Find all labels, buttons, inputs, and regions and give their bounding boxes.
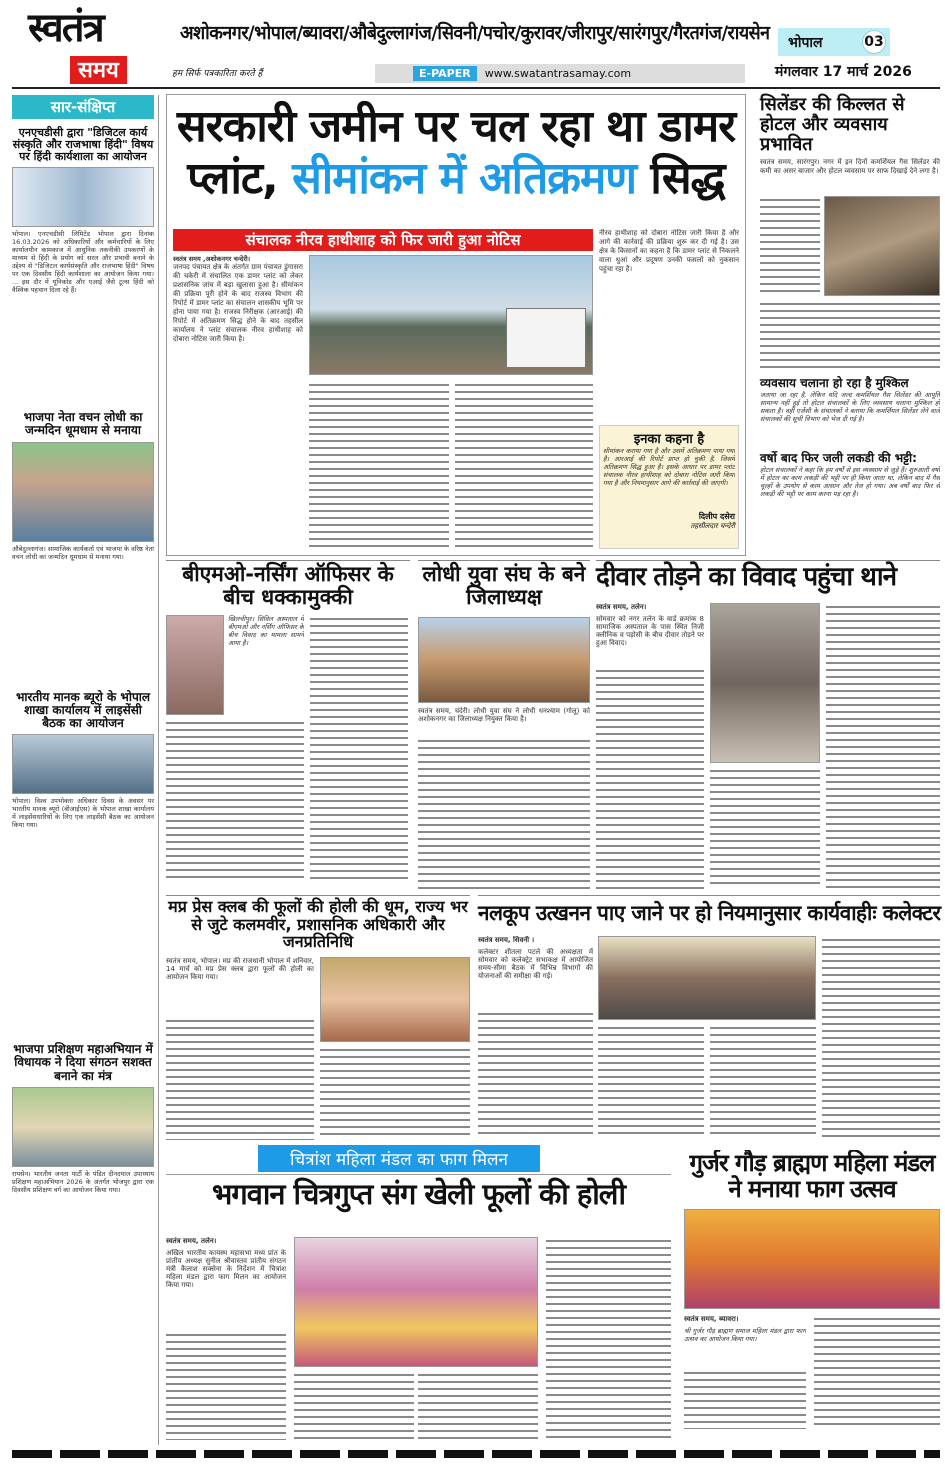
lodhi-body (418, 737, 590, 890)
headline-part: सिद्ध (650, 153, 725, 204)
meeting-photo (598, 936, 816, 1020)
birthday-photo (12, 442, 154, 542)
tubewell-dateline: स्वतंत्र समय, सिवनी । (478, 936, 535, 944)
chitransh-headline: भगवान चित्रगुप्त संग खेली फूलों की होली (212, 1177, 625, 1211)
quote-designation: तहसीलदार चन्देरी (690, 522, 735, 530)
wall-body-2 (710, 767, 820, 889)
tubewell-lead: कलेक्टर शीतला पटले की अध्यक्षता में सोमवार को कलेक्ट्रेट सभाकक्ष में आयोजित समय-सीमा बैठक में विभिन्न विभागों की योजनाओं की समीक्षा की गई। (478, 948, 593, 980)
article-bmo (166, 560, 410, 890)
bjp-training-photo (12, 1087, 154, 1167)
edition-badge (778, 28, 890, 56)
issue-date: मंगलवार 17 मार्च 2026 (775, 64, 912, 80)
edition-name: भोपाल (788, 34, 823, 51)
chitransh-body-3 (418, 1371, 538, 1440)
gurjar-dateline: स्वतंत्र समय, ब्यावरा। (684, 1314, 739, 1323)
logo-samay: समय (70, 56, 127, 84)
chitransh-photo (294, 1237, 538, 1367)
right-sub2-text: होटल संचालकों ने कहा कि हम वर्षों से इस व्यवसाय से जुड़े हैं। शुरुआती वर्षों में होटल का काम लकड़ी की भट्टी पर ही किया जाता था, लेकिन बाद में गैस चूल्हों के उपयोग से काम आसान और तेज हो गया। अब वर्षों बाद फिर से लकड़ी की भट्टी पर काम करना पड़ रहा है। (760, 466, 940, 499)
edition-cities: अशोकनगर/भोपाल/ब्यावरा/औबेदुल्लागंज/सिवनी/पचोर/कुरावर/जीरापुर/सारंगपुर/गैरतगंज/रायसेन (180, 22, 770, 44)
right-sub1-text: जताया जा रहा है, लेकिन यदि जल्द कमर्शियल गैस सिलेंडर की आपूर्ति सामान्य नहीं हुई तो होटल संचालकों के लिए व्यवसाय चलाना मुश्किल हो सकता है। वहीं एजेंसी के संचालकों ने बताया कि कमर्शियल सिलेंडर लेने वाले संचालकों की सूची विभाग को भेज दी गई है। (760, 391, 940, 424)
left-headline-3: भारतीय मानक ब्यूरो के भोपाल शाखा कार्यालय में लाइसेंसी बैठक का आयोजन (15, 689, 151, 731)
article-wall-dispute (596, 560, 940, 890)
left-body-4: रायसेन। भारतीय जनता पार्टी के पंडित दीनदयाल उपाध्याय प्रशिक्षण महाअभियान 2026 के अंतर्गत भोजपुर द्वारा एक दिवसीय प्रशिक्षण वर्ग का आयोजन किया गया। (12, 1169, 154, 1194)
wall-dateline: स्वतंत्र समय, तलेन। (596, 603, 647, 611)
bmo-body-2 (310, 615, 408, 879)
lead-col-4 (599, 229, 739, 419)
chitransh-dateline: स्वतंत्र समय, तलेन। (166, 1237, 217, 1245)
left-headline-2: भाजपा नेता वचन लोधी का जन्मदिन धूमधाम से मनाया (23, 410, 143, 438)
lead-col-3 (455, 381, 593, 551)
left-body-3: भोपाल। विश्व उपभोक्ता अधिकार दिवस के अवसर पर भारतीय मानक ब्यूरो (बीआईएस) के भोपाल शाखा कार्यालय में लाइसेंसधारियों के लिए एक लाइसेंसी बैठक का आयोजन किया गया। (12, 797, 154, 830)
headline-highlight: सीमांकन में अतिक्रमण (292, 153, 637, 204)
article-chitransh (166, 1145, 671, 1440)
quote-box (599, 425, 739, 549)
tubewell-body (478, 1010, 593, 1139)
tubewell-body-4 (822, 936, 940, 1139)
press-club-headline: मप्र प्रेस क्लब की फूलों की होली की धूम, राज्य भर से जुटे कलमवीर, प्रशासनिक अधिकारी और जनप्रतिनिधि (168, 897, 468, 952)
gurjar-content (684, 1315, 940, 1440)
quote-name: दिलीप दसेरा (698, 512, 735, 521)
lead-col-2 (309, 381, 449, 551)
chitransh-body-4 (546, 1237, 671, 1440)
left-headline-4: भाजपा प्रशिक्षण महाअभियान में विधायक ने दिया संगठन सशक्त बनाने का मंत्र (13, 1042, 153, 1083)
left-headline-1: एनएचडीसी द्वारा "डिजिटल कार्य संस्कृति और राजभाषा हिंदी" विषय पर हिंदी कार्यशाला का आयोजन (12, 126, 154, 164)
lead-body: जनपद पंचायत क्षेत्र के अंतर्गत ग्राम पंचायत डुंगासरा की चकेरी में संचालित एक डामर प्लांट को लेकर प्रशासनिक जांच में बड़ा खुलासा हुआ है। सीमांकन की प्रक्रिया पूरी होने के बाद राजस्व विभाग की रिपोर्ट में डामर प्लांट का संचालन शासकीय भूमि पर होना पाया गया है। राजस्व निरीक्षक (आरआई) की रिपोर्ट में अतिक्रमण सिद्ध होने के बाद तहसील कार्यालय ने प्लांट संचालक नीरव हाथीशाह को दोबारा नोटिस जारी किया है। (173, 263, 303, 343)
bmo-body (166, 719, 304, 879)
asphalt-plant-photo (309, 255, 593, 375)
press-club-lead: स्वतंत्र समय, भोपाल। मप्र की राजधानी भोपाल में शनिवार, 14 मार्च को मप्र प्रेस क्लब द्वारा फूलों की होली का आयोजन किया गया। (166, 956, 314, 981)
holi-photo (320, 957, 470, 1042)
epaper-bar (375, 64, 745, 83)
gurjar-body-2 (814, 1315, 940, 1429)
workshop-photo (12, 167, 154, 227)
press-club-content (166, 957, 470, 1140)
page-number: 03 (862, 30, 886, 54)
bmo-content (166, 615, 410, 890)
bis-meeting-photo (12, 734, 154, 794)
left-body-2: औबेदुल्लागंज। सामाजिक कार्यकर्ता एवं भाजपा के वरिष्ठ नेता वचन लोधी का जन्मदिन धूमधाम से मनाया गया। (12, 544, 154, 561)
right-body (760, 300, 940, 370)
quote-text: सीमांकन कराया गया है और उसमें अतिक्रमण पाया गया है। आरआई की रिपोर्ट प्राप्त हो चुकी है, जिसमें अतिक्रमण सिद्ध हुआ है। इसके आधार पर डामर प्लांट संचालक नीरव हाथीशाह को दोबारा नोटिस जारी किया गया है और नियमानुसार आगे की कार्रवाई की जाएगी। (603, 447, 735, 487)
section-title: सार-संक्षिप्त (12, 95, 154, 119)
press-club-body-2 (320, 1046, 470, 1140)
lead-subhead: संचालक नीरव हाथीशाह को फिर जारी हुआ नोटिस (173, 229, 593, 251)
epaper-label: E-PAPER (413, 66, 477, 81)
lead-story (166, 94, 746, 556)
right-text-col (760, 196, 820, 296)
left-body-1: भोपाल। एनएचडीसी लिमिटेड भोपाल द्वारा दिनांक 16.03.2026 को अधिकारियों और कर्मचारियों के लिए कार्यालयीन कामकाज में आधुनिक तकनीकी उपकरणों के माध्यम से हिंदी के प्रयोग को सरल और प्रभावी बनाने के उद्देश्य से "डिजिटल कार्यसंस्कृति और राजभाषा हिंदी" विषय पर एक दिवसीय हिंदी कार्यशाला का आयोजन किया गया। ... इस दौर में यूनिकोड और एआई जैसे टूल्स हिंदी को वैश्विक पहचान दिला रहे हैं। (12, 230, 154, 295)
lead-headline-line2 (173, 155, 739, 203)
lodhi-lead: स्वतंत्र समय, चंदेरी। लोधी युवा संघ ने लोधी धनश्याम (गोलू) को अशोकनगर का जिलाध्यक्ष नियुक्त किया है। (418, 707, 590, 724)
right-subhead-2: वर्षो बाद फिर जली लकडी की भट्टी: (760, 451, 917, 466)
lead-col-4-text: नीरव हाथीशाह को दोबारा नोटिस जारी किया है और आगे की कार्रवाई की प्रक्रिया शुरू कर दी गई है। उस क्षेत्र के किसानों का कहना है कि डामर प्लांट से निकलने वाला धुआं और प्रदूषण उनकी फसलों को नुकसान पहुंचा रहा है। (599, 229, 739, 273)
lead-col-1 (173, 255, 303, 551)
newspaper-clipping-inset (506, 308, 586, 368)
lodhi-photo (418, 617, 590, 703)
lodhi-headline: लोधी युवा संघ के बने जिलाध्यक्ष (422, 562, 586, 610)
wall-headline: दीवार तोड़ने का विवाद पहुंचा थाने (596, 562, 897, 592)
wood-stove-photo (824, 196, 940, 296)
gurjar-lead: श्री गुर्जर गौड़ ब्राह्मण समाज महिला मंडल द्वारा फाग उत्सव का आयोजन किया गया। (684, 1326, 806, 1343)
gurjar-photo (684, 1209, 940, 1309)
chitransh-body-2 (294, 1371, 414, 1440)
headline-part: प्लांट, (187, 153, 278, 204)
article-lodhi (418, 560, 590, 890)
tagline: हम सिर्फ पत्रकारिता करते हैं (172, 69, 263, 79)
wall-body-3 (826, 603, 940, 889)
chitransh-body (166, 1331, 286, 1440)
wall-lead: सोमवार को नगर तलेन के वार्ड क्रमांक 8 सामाजिक अस्पताल के पास स्थित निजी क्लीनिक व पड़ोसी के बीच दीवार तोड़ने पर हुआ विवाद। (596, 615, 704, 647)
right-column (760, 95, 940, 557)
footer-strip (12, 1450, 940, 1458)
gurjar-headline: गुर्जर गौड़ ब्राह्मण महिला मंडल ने मनाया फाग उत्सव (689, 1150, 935, 1204)
gurjar-body (684, 1369, 806, 1429)
bmo-lead: खिलचीपुर। सिविल अस्पताल में बीएमओ और नर्सिंग ऑफिसर के बीच विवाद का मामला सामने आया है। (228, 615, 304, 648)
article-tubewell (478, 895, 940, 1140)
dateline: स्वतंत्र समय ,अशोकनगर चन्देरी। (173, 255, 251, 263)
left-column (12, 95, 154, 1445)
right-subhead-1: व्यवसाय चलाना हो रहा है मुश्किल (760, 376, 909, 391)
quote-title: इनका कहना है (633, 432, 705, 447)
tubewell-body-3 (710, 1024, 816, 1139)
chitransh-lead: अखिल भारतीय कायस्थ महासभा मध्य प्रांत के प्रांतीय अध्यक्ष सुनील श्रीवास्तव प्रांतीय संगठन मंत्री कैलाश सक्सेना के निर्देशन में चित्रांश महिला मंडल द्वारा फाग मिलन का आयोजन किया गया। (166, 1249, 286, 1289)
right-headline: सिलेंडर की किल्लत से होटल और व्यवसाय प्रभावित (760, 94, 905, 155)
bmo-headline: बीएमओ-नर्सिंग ऑफिसर के बीच धक्कामुक्की (182, 562, 394, 610)
wall-photo (710, 603, 820, 763)
right-lead: स्वतंत्र समय, सारंगपुर। नगर में इन दिनों कमर्शियल गैस सिलेंडर की कमी का असर बाजार और होटल व्यवसाय पर साफ दिखाई देने लगा है। (760, 158, 940, 176)
tubewell-headline: नलकूप उत्खनन पाए जाने पर हो नियमानुसार कार्यवाहीः कलेक्टर (478, 901, 941, 925)
logo-swatantra: स्वतंत्र (28, 4, 103, 51)
divider (166, 1174, 671, 1175)
chitransh-kicker: चित्रांश महिला मंडल का फाग मिलन (258, 1145, 540, 1172)
press-club-body (166, 1017, 314, 1140)
article-gurjar (684, 1150, 940, 1440)
article-press-club (166, 895, 470, 1140)
wall-body (596, 667, 704, 889)
lead-headline-line1: सरकारी जमीन पर चल रहा था डामर (176, 101, 736, 152)
website-link[interactable]: www.swatantrasamay.com (484, 67, 632, 80)
nurse-photo (166, 615, 224, 715)
tubewell-body-2 (598, 1024, 704, 1139)
column-divider (158, 95, 159, 1445)
masthead-rule (12, 87, 940, 89)
right-photo-row (760, 196, 940, 296)
